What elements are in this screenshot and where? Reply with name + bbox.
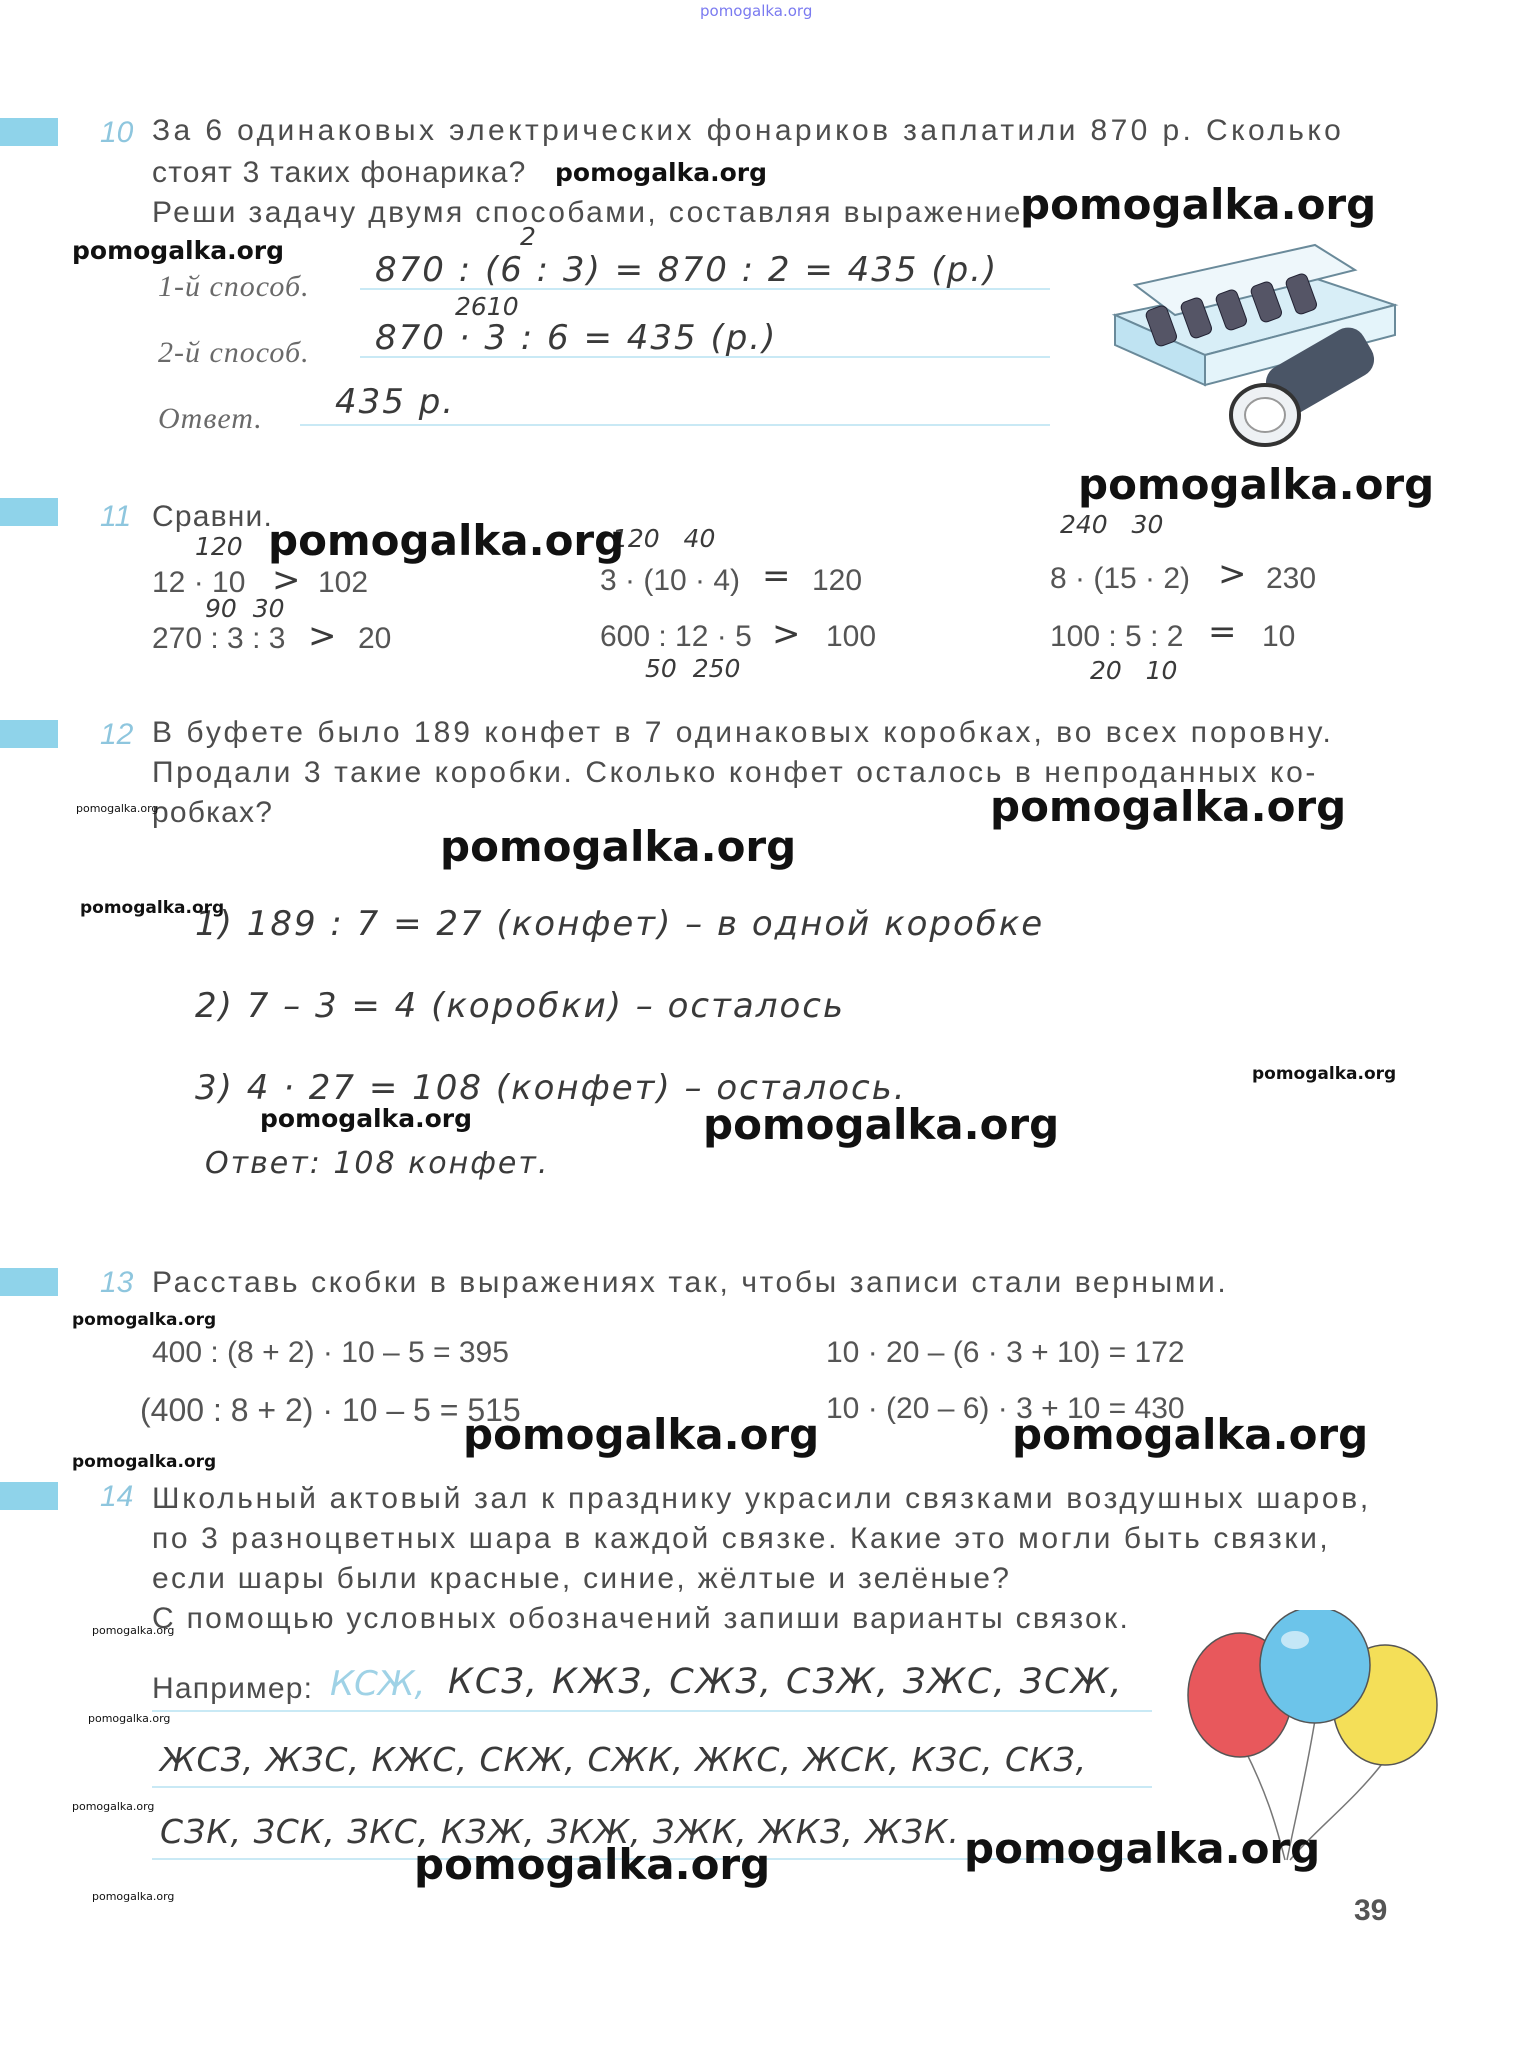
task-text: стоят 3 таких фонарика? <box>152 156 527 189</box>
task-text: по 3 разноцветных шара в каждой связке. Какие это могли быть связки, <box>152 1522 1331 1555</box>
combinations-row: СЗК, ЗСК, ЗКС, КЗЖ, ЗКЖ, ЗЖК, ЖКЗ, ЖЗК. <box>160 1812 960 1851</box>
handwritten-note: 90 30 <box>205 594 285 623</box>
compare-right: 100 <box>826 620 877 653</box>
combinations-row: ЖСЗ, ЖЗС, КЖС, СКЖ, СЖК, ЖКС, ЖСК, КЗС, СКЗ, <box>160 1740 1088 1779</box>
task-title: Сравни. <box>152 500 274 533</box>
compare-sign: = <box>762 556 793 596</box>
way2-label: 2-й способ. <box>158 336 310 369</box>
compare-left: 3 · (10 · 4) <box>600 564 741 597</box>
bracket-expression: (400 : 8 + 2) · 10 – 5 = 515 <box>140 1392 521 1428</box>
watermark: pomogalka.org <box>555 158 768 187</box>
solution-answer: Ответ: 108 конфет. <box>205 1146 550 1181</box>
watermark: pomogalka.org <box>72 1310 217 1330</box>
compare-left: 12 · 10 <box>152 566 246 599</box>
way1-answer: 870 : (6 : 3) = 870 : 2 = 435 (р.) <box>375 250 999 290</box>
example-hint: КСЖ, <box>330 1664 426 1704</box>
compare-sign: > <box>272 560 303 600</box>
watermark: pomogalka.org <box>964 1824 1321 1873</box>
compare-left: 8 · (15 · 2) <box>1050 562 1191 595</box>
task-text: Продали 3 такие коробки. Сколько конфет осталось в непроданных ко- <box>152 756 1318 789</box>
answer-line <box>360 356 1050 358</box>
solution-step: 1) 189 : 7 = 27 (конфет) – в одной коробке <box>195 904 1045 944</box>
watermark: pomogalka.org <box>72 1452 217 1472</box>
bracket-expression: 400 : (8 + 2) · 10 – 5 = 395 <box>152 1336 509 1369</box>
header-watermark[interactable]: pomogalka.org <box>700 2 813 20</box>
task-title: Расставь скобки в выражениях так, чтобы записи стали верными. <box>152 1266 1229 1299</box>
watermark: pomogalka.org <box>76 802 159 815</box>
compare-right: 10 <box>1262 620 1296 653</box>
watermark: pomogalka.org <box>990 782 1347 831</box>
handwritten-note: 240 30 <box>1060 510 1164 539</box>
compare-right: 230 <box>1266 562 1317 595</box>
compare-sign: > <box>308 616 339 656</box>
way1-label: 1-й способ. <box>158 270 310 303</box>
handwritten-note: 50 250 <box>645 654 741 683</box>
watermark: pomogalka.org <box>260 1104 473 1133</box>
flashlight-box-illustration <box>1105 225 1405 455</box>
watermark: pomogalka.org <box>463 1410 820 1459</box>
answer-line <box>152 1710 1152 1712</box>
task-text: робках? <box>152 796 274 829</box>
handwritten-note: 20 10 <box>1090 656 1178 685</box>
watermark: pomogalka.org <box>703 1100 1060 1149</box>
task-number: 12 <box>100 718 134 751</box>
watermark: pomogalka.org <box>72 236 285 265</box>
task-marker <box>0 118 58 146</box>
handwritten-note: 2 <box>520 222 536 251</box>
task-marker <box>0 720 58 748</box>
task-marker <box>0 498 58 526</box>
answer-line <box>360 288 1050 290</box>
compare-right: 102 <box>318 566 369 599</box>
compare-left: 100 : 5 : 2 <box>1050 620 1184 653</box>
watermark: pomogalka.org <box>92 1890 175 1903</box>
page-number: 39 <box>1354 1894 1388 1927</box>
watermark: pomogalka.org <box>92 1624 175 1637</box>
task-text: если шары были красные, синие, жёлтые и зелёные? <box>152 1562 1012 1595</box>
task-text: Реши задачу двумя способами, составляя выражение. <box>152 196 1034 229</box>
bracket-expression: 10 · 20 – (6 · 3 + 10) = 172 <box>826 1336 1185 1369</box>
compare-sign: > <box>1218 554 1249 594</box>
task-marker <box>0 1482 58 1510</box>
solution-step: 2) 7 – 3 = 4 (коробки) – осталось <box>195 986 845 1026</box>
watermark: pomogalka.org <box>414 1840 771 1889</box>
task-text: Школьный актовый зал к празднику украсили связками воздушных шаров, <box>152 1482 1371 1515</box>
compare-sign: > <box>772 614 803 654</box>
watermark: pomogalka.org <box>72 1800 155 1813</box>
task-text: За 6 одинаковых электрических фонариков заплатили 870 р. Сколько <box>152 114 1345 147</box>
handwritten-note: 120 <box>195 532 243 561</box>
watermark: pomogalka.org <box>1012 1410 1369 1459</box>
compare-sign: = <box>1208 612 1239 652</box>
watermark: pomogalka.org <box>268 516 625 565</box>
compare-left: 270 : 3 : 3 <box>152 622 286 655</box>
task-number: 13 <box>100 1266 134 1299</box>
task-text: С помощью условных обозначений запиши варианты связок. <box>152 1602 1131 1635</box>
task-number: 11 <box>100 500 132 533</box>
example-label: Например: <box>152 1672 314 1705</box>
compare-right: 20 <box>358 622 392 655</box>
watermark: pomogalka.org <box>1252 1064 1397 1084</box>
answer-value: 435 р. <box>335 382 456 422</box>
handwritten-note: 120 40 <box>612 524 716 553</box>
handwritten-note: 2610 <box>455 292 519 321</box>
answer-line <box>152 1786 1152 1788</box>
compare-left: 600 : 12 · 5 <box>600 620 752 653</box>
answer-label: Ответ. <box>158 402 263 435</box>
compare-right: 120 <box>812 564 863 597</box>
way2-answer: 870 · 3 : 6 = 435 (р.) <box>375 318 778 358</box>
task-number: 10 <box>100 116 134 149</box>
task-marker <box>0 1268 58 1296</box>
combinations-row: КСЗ, КЖЗ, СЖЗ, СЗЖ, ЗЖС, ЗСЖ, <box>448 1662 1124 1702</box>
watermark: pomogalka.org <box>80 898 225 918</box>
watermark: pomogalka.org <box>88 1712 171 1725</box>
task-number: 14 <box>100 1480 134 1513</box>
watermark: pomogalka.org <box>440 822 797 871</box>
solution-step: 3) 4 · 27 = 108 (конфет) – осталось. <box>195 1068 907 1108</box>
bracket-expression: 10 · (20 – 6) · 3 + 10 = 430 <box>826 1392 1185 1425</box>
watermark: pomogalka.org <box>1078 460 1435 509</box>
task-text: В буфете было 189 конфет в 7 одинаковых коробках, во всех поровну. <box>152 716 1334 749</box>
watermark: pomogalka.org <box>1020 180 1377 229</box>
answer-line <box>300 424 1050 426</box>
